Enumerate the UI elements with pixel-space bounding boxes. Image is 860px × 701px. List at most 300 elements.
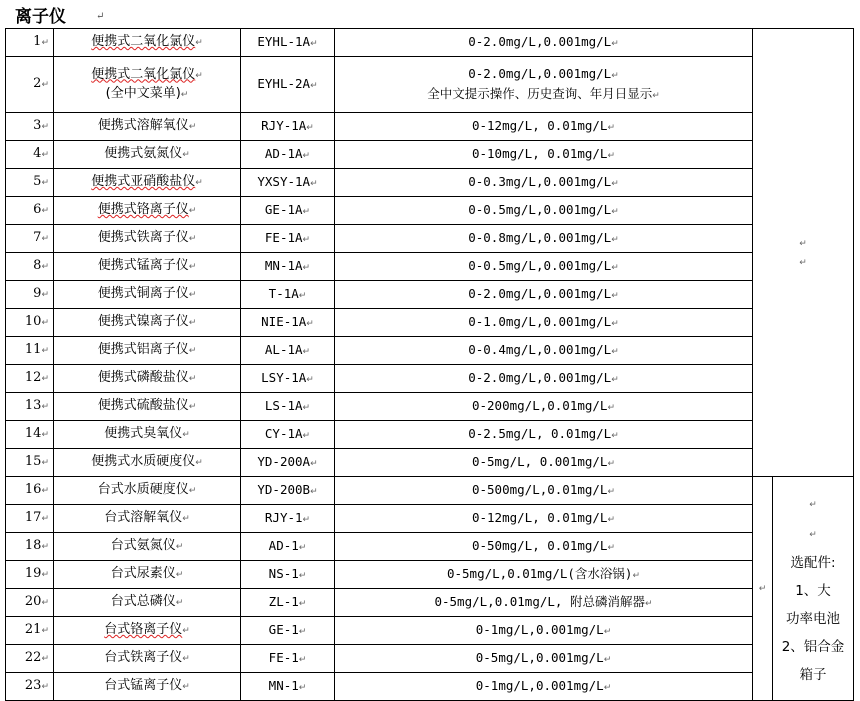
paragraph-mark-icon: ↵ [611,206,619,217]
product-name [54,29,241,57]
row-number [6,365,54,393]
product-model [241,141,335,169]
measure-range [335,309,753,337]
measure-range-text: 0-10mg/L, 0.01mg/L [471,145,608,161]
row-number-text: 20 [24,594,42,609]
measure-range-text: 0-2.0mg/L,0.001mg/L [468,65,612,81]
measure-range-text: 0-500mg/L,0.01mg/L [471,481,608,497]
paragraph-mark-icon: ↵ [310,38,318,49]
product-name-text: 便携式镍离子仪 [97,314,189,329]
paragraph-mark-icon: ↵ [195,178,203,188]
product-name [54,673,241,701]
paragraph-mark-icon: ↵ [182,150,190,160]
row-number [6,253,54,281]
table-row [6,29,854,57]
paragraph-mark-icon: ↵ [302,514,311,525]
measure-range-text: 0-1mg/L,0.001mg/L [475,677,604,693]
product-model [241,561,335,589]
paragraph-mark-icon: ↵ [41,514,49,524]
table-row [6,225,854,253]
measure-range [335,673,753,701]
paragraph-mark-icon: ↵ [41,234,49,244]
measure-range-text: 0-2.0mg/L,0.001mg/L [468,33,612,49]
measure-range-text: 0-50mg/L, 0.01mg/L [471,537,608,553]
product-model [241,421,335,449]
paragraph-mark-icon: ↵ [298,542,307,553]
row-number [6,477,54,505]
product-model-text: GE-1A [264,201,303,217]
paragraph-mark-icon: ↵ [302,150,311,161]
row-number [6,533,54,561]
paragraph-mark-icon: ↵ [175,570,184,580]
table-row [6,645,854,673]
paragraph-mark-icon: ↵ [644,598,653,609]
row-number-text: 22 [24,650,42,665]
measure-range-text: 0-0.5mg/L,0.001mg/L [468,201,612,217]
measure-range [335,281,753,309]
product-model [241,281,335,309]
product-name [54,561,241,589]
table-row [6,673,854,701]
product-model [241,57,335,113]
measure-range [335,365,753,393]
row-number-text: 13 [24,398,42,413]
paragraph-mark-icon: ↵ [182,514,190,524]
measure-range [335,589,753,617]
measure-range [335,421,753,449]
product-model [241,29,335,57]
row-number [6,645,54,673]
row-number [6,561,54,589]
paragraph-mark-icon: ↵ [306,374,314,385]
paragraph-mark-icon: ↵ [607,486,615,497]
paragraph-mark-icon: ↵ [611,234,619,245]
product-name [54,505,241,533]
product-model-text: AD-1 [268,537,299,553]
table-row [6,141,854,169]
paragraph-mark-icon: ↵ [41,318,49,328]
paragraph-mark-icon: ↵ [41,486,49,496]
measure-range [335,561,753,589]
product-name-text: 便携式铜离子仪 [97,286,189,301]
row-number-text: 4 [33,146,42,161]
product-name-text: 台式溶解氧仪 [104,510,183,525]
product-model-text: YXSY-1A [257,173,311,189]
measure-range-text: 0-5mg/L,0.01mg/L(含水浴锅) [446,565,633,581]
row-number-text: 23 [24,678,42,693]
paragraph-mark-icon: ↵ [96,11,105,22]
accessories-note-line: 2、铝合金 [781,638,845,655]
product-name-text: 台式氨氮仪 [110,538,176,553]
product-name [54,169,241,197]
product-name-text: 台式尿素仪 [110,566,176,581]
notes-gap-cell [753,477,773,701]
paragraph-mark-icon: ↵ [310,80,318,91]
paragraph-mark-icon: ↵ [41,290,49,300]
product-name-text: 便携式二氧化氯仪 [91,66,196,82]
product-name [54,253,241,281]
measure-range [335,617,753,645]
table-row [6,365,854,393]
paragraph-mark-icon: ↵ [188,290,197,300]
table-row [6,533,854,561]
product-name [54,589,241,617]
page-title: 离子仪 [15,7,66,27]
product-model-text: EYHL-1A [257,33,311,49]
table-row [6,449,854,477]
measure-range [335,225,753,253]
paragraph-mark-icon: ↵ [175,542,184,552]
measure-range-text: 0-0.3mg/L,0.001mg/L [468,173,612,189]
paragraph-mark-icon: ↵ [41,262,49,272]
paragraph-mark-icon: ↵ [302,262,311,273]
paragraph-mark-icon: ↵ [195,70,203,81]
row-number [6,393,54,421]
product-name [54,533,241,561]
product-model-text: ZL-1 [268,593,299,609]
paragraph-mark-icon: ↵ [298,290,307,301]
paragraph-mark-icon: ↵ [41,654,49,664]
paragraph-mark-icon: ↵ [41,682,49,692]
paragraph-mark-icon: ↵ [41,598,49,608]
row-number [6,505,54,533]
paragraph-mark-icon: ↵ [41,430,49,440]
product-model-text: FE-1A [264,229,303,245]
row-number [6,225,54,253]
product-model-text: RJY-1A [261,117,307,133]
paragraph-mark-icon: ↵ [611,262,619,273]
paragraph-mark-icon: ↵ [611,430,619,441]
measure-range-text: 0-200mg/L,0.01mg/L [471,397,608,413]
measure-range [335,533,753,561]
product-name [54,281,241,309]
table-row [6,57,854,113]
product-name [54,617,241,645]
accessories-note-line: 1、大 [795,582,831,599]
product-name-note: (全中文菜单) [105,85,181,101]
row-number-text: 2 [33,76,42,91]
measure-range-text: 0-1.0mg/L,0.001mg/L [468,313,612,329]
paragraph-mark-icon: ↵ [180,89,189,100]
paragraph-mark-icon: ↵ [306,318,314,329]
product-name [54,337,241,365]
product-model [241,477,335,505]
product-name-text: 台式锰离子仪 [104,678,183,693]
paragraph-mark-icon: ↵ [182,654,190,664]
paragraph-mark-icon: ↵ [195,38,203,48]
product-model-text: GE-1 [268,621,299,637]
product-model [241,505,335,533]
row-number-text: 5 [33,174,42,189]
paragraph-mark-icon: ↵ [41,542,49,552]
product-model [241,253,335,281]
table-row [6,505,854,533]
paragraph-mark-icon: ↵ [188,234,197,244]
measure-range-text: 0-12mg/L, 0.01mg/L [471,117,608,133]
paragraph-mark-icon: ↵ [41,150,49,160]
paragraph-mark-icon: ↵ [607,150,615,161]
product-model [241,645,335,673]
row-number-text: 14 [24,426,42,441]
paragraph-mark-icon: ↵ [41,570,49,580]
paragraph-mark-icon: ↵ [41,402,49,412]
product-name-text: 台式水质硬度仪 [97,482,189,497]
row-number-text: 12 [24,370,42,385]
product-model [241,169,335,197]
product-model-text: EYHL-2A [257,75,311,91]
row-number [6,29,54,57]
paragraph-mark-icon: ↵ [188,374,197,384]
row-number-text: 17 [24,510,42,525]
measure-range-text: 0-5mg/L,0.001mg/L [475,649,604,665]
paragraph-mark-icon: ↵ [298,598,307,609]
row-number [6,589,54,617]
paragraph-mark-icon: ↵ [188,122,197,132]
paragraph-mark-icon: ↵ [611,346,619,357]
measure-range [335,645,753,673]
product-model-text: YD-200B [257,481,311,497]
product-name-text: 便携式铬离子仪 [97,202,189,217]
product-name-text: 台式总磷仪 [110,594,176,609]
product-name-text: 便携式磷酸盐仪 [97,370,189,385]
table-row [6,309,854,337]
measure-range-text: 0-0.5mg/L,0.001mg/L [468,257,612,273]
measure-range-text: 0-0.8mg/L,0.001mg/L [468,229,612,245]
row-number-text: 19 [24,566,42,581]
row-number-text: 15 [24,454,42,469]
product-model [241,617,335,645]
paragraph-mark-icon: ↵ [188,402,197,412]
paragraph-mark-icon: ↵ [603,626,612,637]
measure-range [335,113,753,141]
product-name [54,113,241,141]
measure-range [335,29,753,57]
table-row [6,393,854,421]
paragraph-mark-icon: ↵ [41,626,49,636]
row-number [6,617,54,645]
paragraph-mark-icon: ↵ [809,499,817,510]
paragraph-mark-icon: ↵ [799,238,807,249]
paragraph-mark-icon: ↵ [188,346,197,356]
paragraph-mark-icon: ↵ [607,402,615,413]
measure-range-text: 0-2.0mg/L,0.001mg/L [468,369,612,385]
row-number [6,57,54,113]
table-row [6,617,854,645]
paragraph-mark-icon: ↵ [758,584,767,594]
measure-range [335,337,753,365]
paragraph-mark-icon: ↵ [603,654,612,665]
paragraph-mark-icon: ↵ [41,346,49,356]
product-model [241,113,335,141]
paragraph-mark-icon: ↵ [799,257,807,268]
row-number [6,309,54,337]
row-number-text: 1 [33,34,42,49]
measure-range-text: 0-1mg/L,0.001mg/L [475,621,604,637]
product-name-text: 便携式铝离子仪 [97,342,189,357]
paragraph-mark-icon: ↵ [302,206,311,217]
row-number-text: 21 [24,622,42,637]
row-number-text: 11 [24,342,42,357]
product-name-text: 便携式氨氮仪 [104,146,183,161]
row-number-text: 18 [24,538,42,553]
product-name-text: 便携式臭氧仪 [104,426,183,441]
product-name-text: 便携式铁离子仪 [97,230,189,245]
table-row [6,281,854,309]
paragraph-mark-icon: ↵ [195,458,203,468]
measure-range-note: 全中文提示操作、历史查询、年月日显示 [427,85,653,101]
row-number [6,673,54,701]
paragraph-mark-icon: ↵ [175,598,184,608]
measure-range [335,477,753,505]
product-name-text: 便携式溶解氧仪 [97,118,189,133]
table-row [6,589,854,617]
product-model-text: LSY-1A [261,369,307,385]
row-number-text: 8 [33,258,42,273]
product-model-text: LS-1A [264,397,303,413]
product-name-text: 台式铬离子仪 [104,622,183,637]
measure-range-text: 0-12mg/L, 0.01mg/L [471,509,608,525]
paragraph-mark-icon: ↵ [603,682,612,693]
measure-range [335,169,753,197]
product-name-text: 便携式亚硝酸盐仪 [91,174,196,189]
row-number-text: 10 [24,314,42,329]
paragraph-mark-icon: ↵ [41,80,49,90]
measure-range [335,449,753,477]
paragraph-mark-icon: ↵ [611,178,619,189]
product-model-text: AL-1A [264,341,303,357]
measure-range-text: 0-0.4mg/L,0.001mg/L [468,341,612,357]
product-model-text: NS-1 [268,565,299,581]
product-model-text: YD-200A [257,453,311,469]
paragraph-mark-icon: ↵ [41,178,49,188]
paragraph-mark-icon: ↵ [306,122,314,133]
paragraph-mark-icon: ↵ [310,486,318,497]
measure-range [335,197,753,225]
product-model [241,309,335,337]
measure-range-text: 0-2.0mg/L,0.001mg/L [468,285,612,301]
product-name [54,225,241,253]
row-number [6,281,54,309]
row-number [6,169,54,197]
product-model-text: MN-1A [264,257,303,273]
product-name [54,365,241,393]
table-row [6,561,854,589]
paragraph-mark-icon: ↵ [188,486,197,496]
row-number-text: 6 [33,202,42,217]
row-number-text: 3 [33,118,42,133]
table-row [6,337,854,365]
paragraph-mark-icon: ↵ [188,206,197,216]
paragraph-mark-icon: ↵ [41,206,49,216]
paragraph-mark-icon: ↵ [41,122,49,132]
row-number [6,197,54,225]
portable-notes-cell [753,29,854,477]
product-model-text: NIE-1A [261,313,307,329]
product-name-text: 便携式二氧化氯仪 [91,34,196,49]
paragraph-mark-icon: ↵ [310,458,318,469]
row-number [6,449,54,477]
paragraph-mark-icon: ↵ [611,38,619,49]
product-name [54,197,241,225]
row-number [6,421,54,449]
paragraph-mark-icon: ↵ [182,430,190,440]
paragraph-mark-icon: ↵ [310,178,318,189]
measure-range [335,505,753,533]
paragraph-mark-icon: ↵ [188,318,197,328]
product-name-text: 便携式锰离子仪 [97,258,189,273]
measure-range [335,141,753,169]
product-model [241,673,335,701]
product-model-text: AD-1A [264,145,303,161]
product-name [54,477,241,505]
measure-range-text: 0-5mg/L,0.01mg/L, 附总磷消解器 [434,593,645,609]
paragraph-mark-icon: ↵ [809,529,817,540]
product-name [54,309,241,337]
paragraph-mark-icon: ↵ [41,458,49,468]
product-name-text: 便携式硫酸盐仪 [97,398,189,413]
measure-range [335,253,753,281]
product-name-text: 便携式水质硬度仪 [91,454,196,469]
product-model-text: T-1A [268,285,299,301]
product-name-text: 台式铁离子仪 [104,650,183,665]
product-name [54,393,241,421]
product-model [241,533,335,561]
table-row [6,477,854,505]
product-model-text: CY-1A [264,425,303,441]
paragraph-mark-icon: ↵ [41,38,49,48]
measure-range-text: 0-5mg/L, 0.001mg/L [471,453,608,469]
product-model [241,393,335,421]
paragraph-mark-icon: ↵ [302,402,311,413]
product-model-text: RJY-1 [264,509,303,525]
paragraph-mark-icon: ↵ [611,318,619,329]
table-row [6,197,854,225]
paragraph-mark-icon: ↵ [298,570,307,581]
paragraph-mark-icon: ↵ [611,70,619,81]
accessories-note-line: 箱子 [799,666,827,683]
paragraph-mark-icon: ↵ [298,654,307,665]
product-model [241,197,335,225]
product-model [241,589,335,617]
paragraph-mark-icon: ↵ [632,570,640,581]
product-model-text: FE-1 [268,649,299,665]
row-number-text: 16 [24,482,42,497]
product-name [54,645,241,673]
paragraph-mark-icon: ↵ [607,542,615,553]
product-name [54,57,241,113]
accessories-notes [773,477,854,701]
paragraph-mark-icon: ↵ [302,234,311,245]
accessories-note-line: 选配件: [790,554,836,571]
paragraph-mark-icon: ↵ [182,682,190,692]
table-row [6,253,854,281]
table-row [6,113,854,141]
measure-range [335,57,753,113]
product-model [241,337,335,365]
product-name [54,421,241,449]
product-name [54,449,241,477]
paragraph-mark-icon: ↵ [611,290,619,301]
paragraph-mark-icon: ↵ [298,626,307,637]
measure-range [335,393,753,421]
row-number-text: 9 [33,286,42,301]
accessories-note-line: 功率电池 [786,610,840,627]
product-model [241,365,335,393]
ion-meter-table [5,28,854,701]
paragraph-mark-icon: ↵ [302,430,311,441]
paragraph-mark-icon: ↵ [188,262,197,272]
row-number [6,113,54,141]
